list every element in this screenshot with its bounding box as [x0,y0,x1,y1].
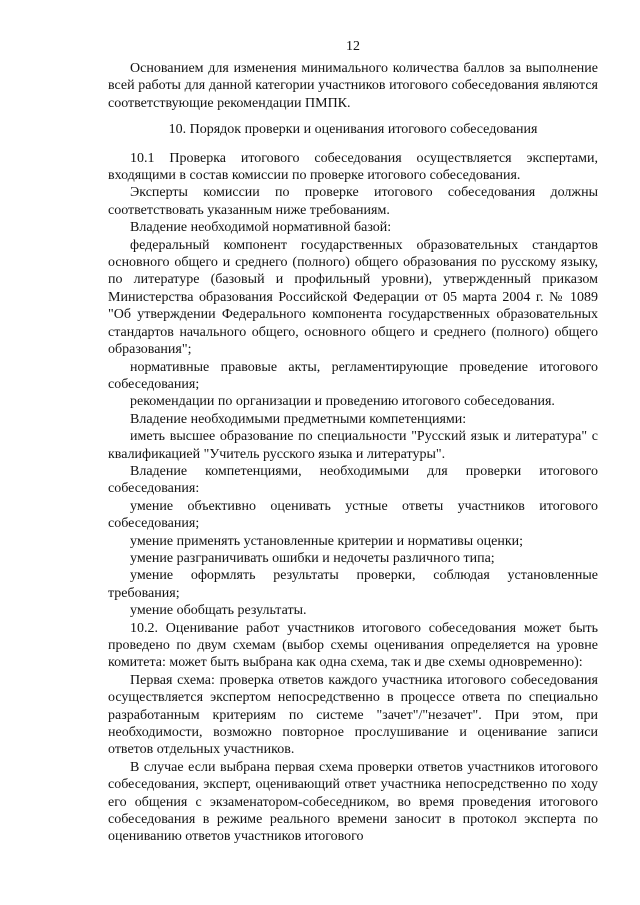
paragraph-first-scheme-case: В случае если выбрана первая схема проверки ответов участников итогового собеседования, эксперт, оценивающий ответ участника непосредственно по ходу его общения с экзаменатором-собеседником, во время проведения итогового собеседования в режиме реального времени заносит в протокол эксперта по оцениванию ответов участников итогового [108,759,598,845]
paragraph-pmpk-basis: Основанием для изменения минимального количества баллов за выполнение всей работы для данной категории участников итогового собеседования являются соответствующие рекомендации ПМПК. [108,61,598,111]
paragraph-skill-evaluate: умение объективно оценивать устные ответы участников итогового собеседования; [108,498,598,532]
paragraph-normative-base: Владение необходимой нормативной базой: [130,220,392,236]
paragraph-expert-requirements: Эксперты комиссии по проверке итогового собеседования должны соответствовать указанным ниже требованиям. [108,185,598,218]
page-number: 12 [346,39,360,54]
paragraph-skill-summarize: умение обобщать результаты. [130,603,307,619]
paragraph-recommendations: рекомендации по организации и проведению итогового собеседования. [130,394,555,410]
paragraph-first-scheme: Первая схема: проверка ответов каждого участника итогового собеседования осуществляется экспертом непосредственно в процессе ответа по специально разработанным критериям по системе "зачет"/"незачет". При этом, при необходимости, возможно повторное прослушивание и оценивание записи ответов отдельных участников. [108,672,598,758]
paragraph-subject-competencies: Владение необходимыми предметными компетенциями: [130,411,467,427]
paragraph-federal-standard: федеральный компонент государственных образовательных стандартов основного общего и среднего (полного) общего образования по русскому языку, по литературе (базовый и профильный уровни), утвержденный приказом Министерства образования Российской Федерации от 05 марта 2004 г. № 1089 "Об утверждении Федерального компонента государственных образовательных стандартов начального общего, основного общего и среднего (полного) общего образования"; [108,237,598,358]
paragraph-checking-competencies: Владение компетенциями, необходимыми для проверки итогового собеседования: [108,463,598,497]
paragraph-higher-education: иметь высшее образование по специальности "Русский язык и литература" с квалификацией "Учитель русского языка и литературы". [108,429,598,462]
paragraph-skill-results: умение оформлять результаты проверки, соблюдая установленные требования; [108,568,598,601]
paragraph-skill-criteria: умение применять установленные критерии и нормативы оценки; [130,533,524,549]
paragraph-10-2: 10.2. Оценивание работ участников итогового собеседования может быть проведено по двум схемам (выбор схемы оценивания определяется на уровне комитета: может быть выбрана как одна схема, так и две схемы одновременно): [108,620,598,671]
paragraph-skill-errors: умение разграничивать ошибки и недочеты различного типа; [130,550,495,566]
section-heading: 10. Порядок проверки и оценивания итогового собеседования [168,122,538,138]
paragraph-10-1: 10.1 Проверка итогового собеседования осуществляется экспертами, входящими в состав комиссии по проверке итогового собеседования. [108,150,598,184]
paragraph-normative-acts: нормативные правовые акты, регламентирующие проведение итогового собеседования; [108,359,598,392]
